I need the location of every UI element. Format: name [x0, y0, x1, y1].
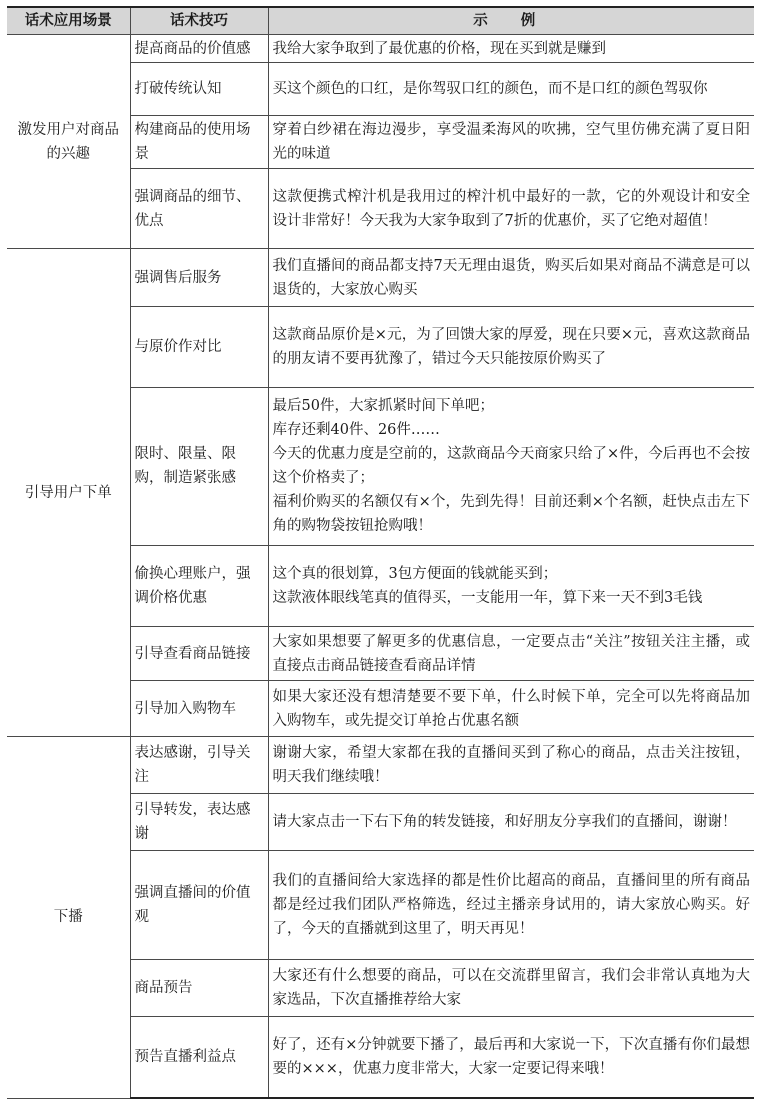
example-cell: 大家如果想要了解更多的优惠信息，一定要点击“关注”按钮关注主播，或直接点击商品链接查看商品详情 [268, 626, 754, 681]
example-cell: 如果大家还没有想清楚要不要下单，什么时候下单，完全可以先将商品加入购物车，或先提交订单抢占优惠名额 [268, 681, 754, 737]
example-cell: 这款便携式榨汁机是我用过的榨汁机中最好的一款，它的外观设计和安全设计非常好！今天我为大家争取到了7折的优惠价，买了它绝对超值！ [268, 169, 754, 249]
example-line: 这款液体眼线笔真的值得买，一支能用一年，算下来一天不到3毛钱 [272, 589, 703, 606]
live-script-table [7, 6, 754, 1099]
example-line: 今天的优惠力度是空前的，这款商品今天商家只给了×件，今后再也不会按这个价格卖了； [272, 446, 750, 487]
example-cell: 好了，还有×分钟就要下播了，最后再和大家说一下，下次直播有你们最想要的×××，优惠力度非常大，大家一定要记得来哦！ [268, 1017, 754, 1098]
technique-cell: 偷换心理账户，强调价格优惠 [130, 545, 268, 626]
technique-cell: 引导转发，表达感谢 [130, 794, 268, 851]
scene-cell: 下播 [7, 737, 130, 1098]
technique-cell: 引导查看商品链接 [130, 626, 268, 681]
example-cell: 大家还有什么想要的商品，可以在交流群里留言，我们会非常认真地为大家选品，下次直播推荐给大家 [268, 960, 754, 1017]
table-row [7, 35, 754, 62]
technique-cell: 强调售后服务 [130, 249, 268, 307]
example-line: 库存还剩40件、26件…… [272, 422, 440, 439]
example-line: 最后50件，大家抓紧时间下单吧； [272, 398, 494, 415]
technique-cell: 构建商品的使用场景 [130, 115, 268, 169]
header-row [7, 7, 754, 35]
header-technique: 话术技巧 [130, 7, 268, 35]
technique-cell: 打破传统认知 [130, 62, 268, 115]
technique-cell: 商品预告 [130, 960, 268, 1017]
example-cell: 买这个颜色的口红，是你驾驭口红的颜色，而不是口红的颜色驾驭你 [268, 62, 754, 115]
header-example: 示 例 [268, 7, 754, 35]
scene-cell: 引导用户下单 [7, 249, 130, 737]
example-cell: 我给大家争取到了最优惠的价格，现在买到就是赚到 [268, 35, 754, 62]
example-line: 福利价购买的名额仅有×个，先到先得！目前还剩×个名额，赶快点击左下角的购物袋按钮抢购哦！ [272, 494, 750, 535]
example-cell: 这款商品原价是×元，为了回馈大家的厚爱，现在只要×元，喜欢这款商品的朋友请不要再犹豫了，错过今天只能按原价购买了 [268, 307, 754, 388]
technique-cell: 提高商品的价值感 [130, 35, 268, 62]
technique-cell: 与原价作对比 [130, 307, 268, 388]
example-cell [268, 545, 754, 626]
example-cell: 我们的直播间给大家选择的都是性价比超高的商品，直播间里的所有商品都是经过我们团队严格筛选，经过主播亲身试用的，请大家放心购买。好了，今天的直播就到这里了，明天再见！ [268, 850, 754, 960]
example-cell [268, 388, 754, 545]
example-cell: 谢谢大家，希望大家都在我的直播间买到了称心的商品，点击关注按钮，明天我们继续哦！ [268, 737, 754, 794]
technique-cell: 预告直播利益点 [130, 1017, 268, 1098]
technique-cell: 表达感谢，引导关注 [130, 737, 268, 794]
example-cell: 我们直播间的商品都支持7天无理由退货，购买后如果对商品不满意是可以退货的，大家放心购买 [268, 249, 754, 307]
example-cell: 穿着白纱裙在海边漫步，享受温柔海风的吹拂，空气里仿佛充满了夏日阳光的味道 [268, 115, 754, 169]
technique-cell: 强调商品的细节、优点 [130, 169, 268, 249]
technique-cell: 强调直播间的价值观 [130, 850, 268, 960]
technique-cell: 限时、限量、限购，制造紧张感 [130, 388, 268, 545]
header-scene: 话术应用场景 [7, 7, 130, 35]
scene-cell: 激发用户对商品的兴趣 [7, 35, 130, 249]
table-row [7, 737, 754, 794]
example-cell: 请大家点击一下右下角的转发链接，和好朋友分享我们的直播间，谢谢！ [268, 794, 754, 851]
table-row [7, 249, 754, 307]
example-line: 这个真的很划算，3包方便面的钱就能买到； [272, 565, 558, 582]
technique-cell: 引导加入购物车 [130, 681, 268, 737]
